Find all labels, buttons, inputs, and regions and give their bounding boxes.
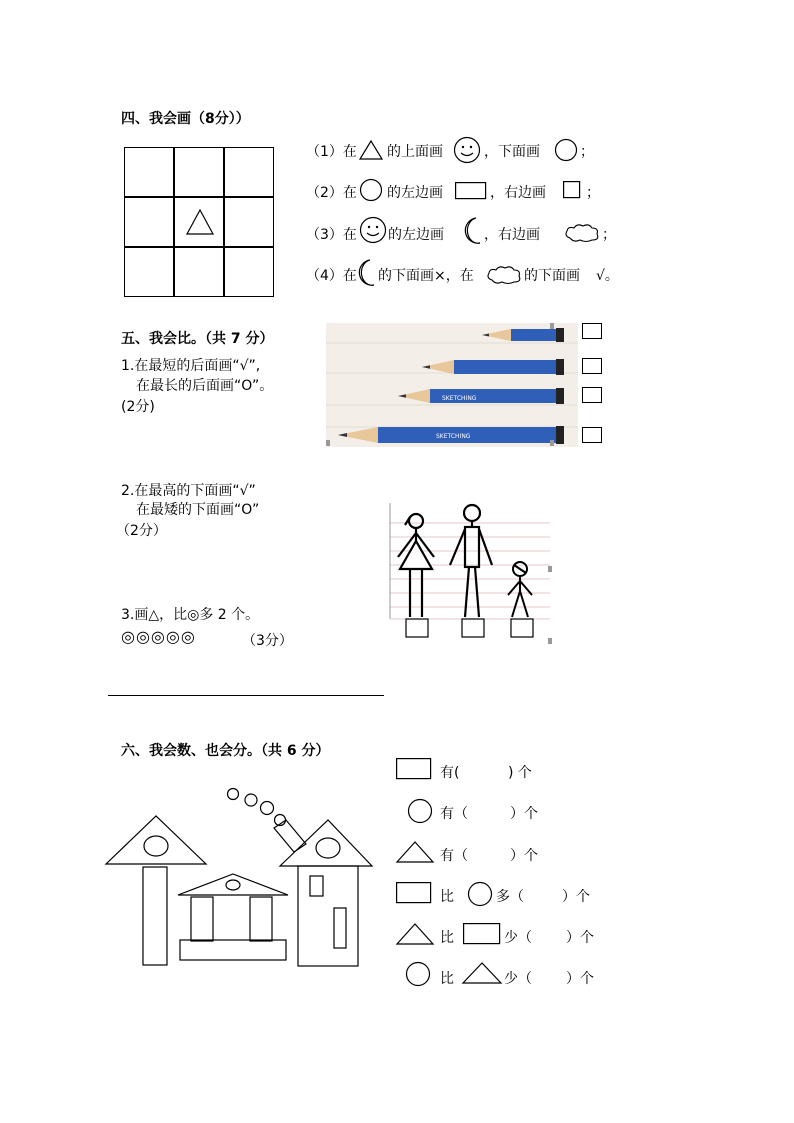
resize-handle [548,638,552,644]
q2-line2: 在最矮的下面画“O” [136,502,260,518]
count-row-2-a: 有（ [440,806,468,822]
q2-line1: 2.在最高的下面画“√” [121,483,256,499]
q3-line1: 3.画△，比◎多 2 个。 [121,607,260,623]
thought-circle [261,802,274,815]
grid-cell[interactable] [124,147,174,197]
count-row-4-c[interactable]: ）个 [562,889,590,905]
resize-handle [326,440,330,446]
instruction-1: （1）在 [306,144,357,160]
answer-box-pencil-2[interactable] [582,358,602,374]
pencil-label: SKETCHING [436,433,471,440]
pencil-long [398,388,564,404]
triangle-roof-left [106,816,206,864]
rectangle-icon [396,758,432,780]
grid-cell-center[interactable] [174,197,224,247]
count-row-2-b[interactable]: ）个 [510,806,538,822]
people-svg [390,503,550,641]
count-row-3-b[interactable]: ）个 [510,848,538,864]
triangle-icon [396,922,434,946]
instruction-1-end: ； [580,144,594,160]
q3-score: （3分） [242,633,293,649]
pencil-label: SKETCHING [442,395,477,402]
grid-cell[interactable] [174,147,224,197]
answer-box-pencil-4[interactable] [582,427,602,443]
rectangle-pillar [191,897,213,941]
cloud-icon [486,264,522,286]
section6-heading: 六、我会数、也会分。（共 6 分） [121,743,330,759]
pencil-shortest [482,328,564,342]
instruction-4-mid: 的下面画×，在 [378,268,474,284]
rectangle-chimney [274,820,306,852]
grid-cell[interactable] [224,147,274,197]
count-row-6-c[interactable]: ）个 [566,971,594,987]
person-woman [398,514,434,617]
count-row-1-a: 有( [440,765,460,781]
divider [108,695,384,696]
pencils-svg [326,323,578,447]
count-row-5-b: 少（ [504,930,532,946]
count-row-4-a: 比 [440,889,454,905]
count-row-3-a: 有（ [440,848,468,864]
rectangle-tower [143,867,167,965]
grid-cell[interactable] [124,247,174,297]
moon-icon [356,258,378,288]
resize-handle [548,566,552,572]
triangle-icon [359,139,383,161]
grid-cell[interactable] [224,247,274,297]
person-man [450,505,492,617]
instruction-3-end: ； [602,227,616,243]
resize-handle [550,440,554,446]
person-child [508,562,532,617]
triangle-icon [396,840,434,864]
rectangle-building [298,866,358,966]
instruction-4-mid2: 的下面画 [524,268,580,284]
circle-small [226,880,240,890]
instruction-4: （4）在 [306,268,357,284]
q2-line3: （2分） [116,523,167,539]
answer-box-man[interactable] [462,619,484,637]
answer-box-woman[interactable] [406,619,428,637]
thought-circle [228,789,239,800]
circle-icon [554,138,578,162]
q1-line3: (2分) [121,399,155,415]
grid-cell[interactable] [124,197,174,247]
instruction-2-mid: 的左边画 [387,185,443,201]
circle-icon [467,881,493,907]
grid-cell[interactable] [224,197,274,247]
triangle-roof-right [280,820,372,866]
thought-circle [245,794,257,806]
answer-box-pencil-3[interactable] [582,387,602,403]
answer-box-pencil-1[interactable] [582,323,602,339]
circle-icon [405,961,431,987]
instruction-2-comma: ，右边画 [490,185,546,201]
rectangle-icon [455,182,487,200]
instruction-3-comma: ，右边画 [484,227,540,243]
smiley-icon [359,216,387,244]
q1-line1: 1.在最短的后面画“√”, [121,358,261,374]
resize-handle [550,323,554,329]
double-circles: ◎◎◎◎◎ [121,627,196,646]
instruction-2-end: ； [586,185,600,201]
instruction-1-mid: 的上面画 [387,144,443,160]
section5-heading: 五、我会比。（共 7 分） [121,331,274,347]
instruction-3-mid: 的左边画 [388,227,444,243]
circle-window [144,836,168,856]
rectangle-window [310,876,323,896]
count-row-4-b: 多（ [496,889,524,905]
circle-icon [359,178,383,202]
pencil-longest [338,426,564,444]
rectangle-base [180,940,286,960]
count-row-6-a: 比 [440,971,454,987]
count-row-5-a: 比 [440,930,454,946]
count-row-5-c[interactable]: ）个 [566,930,594,946]
rectangle-icon [463,923,501,945]
cloud-icon [564,222,600,244]
drawing-grid[interactable] [124,147,274,297]
instruction-1-comma: ，下面画 [484,144,540,160]
count-row-6-b: 少（ [504,971,532,987]
answer-box-child[interactable] [511,619,533,637]
triangle-roof-middle [178,874,288,895]
people-picture [390,503,550,641]
rectangle-icon [396,882,432,904]
instruction-3: （3）在 [306,227,357,243]
rectangle-door [334,908,346,948]
count-row-1-b[interactable]: ) 个 [508,765,532,781]
smiley-icon [453,136,481,164]
rectangle-pillar [250,897,272,941]
q1-line2: 在最长的后面画“O”。 [136,378,274,394]
square-icon [563,181,581,199]
pencils-picture [326,323,578,447]
section4-heading: 四、我会画（8分）） [121,111,250,127]
circle-icon [407,798,433,824]
shapes-house-picture [100,782,380,972]
grid-cell[interactable] [174,247,224,297]
triangle-icon [462,961,502,985]
instruction-2: （2）在 [306,185,357,201]
instruction-4-end: √。 [596,268,619,284]
circle-window [316,838,340,858]
moon-icon [462,216,484,246]
triangle-icon [175,198,225,248]
